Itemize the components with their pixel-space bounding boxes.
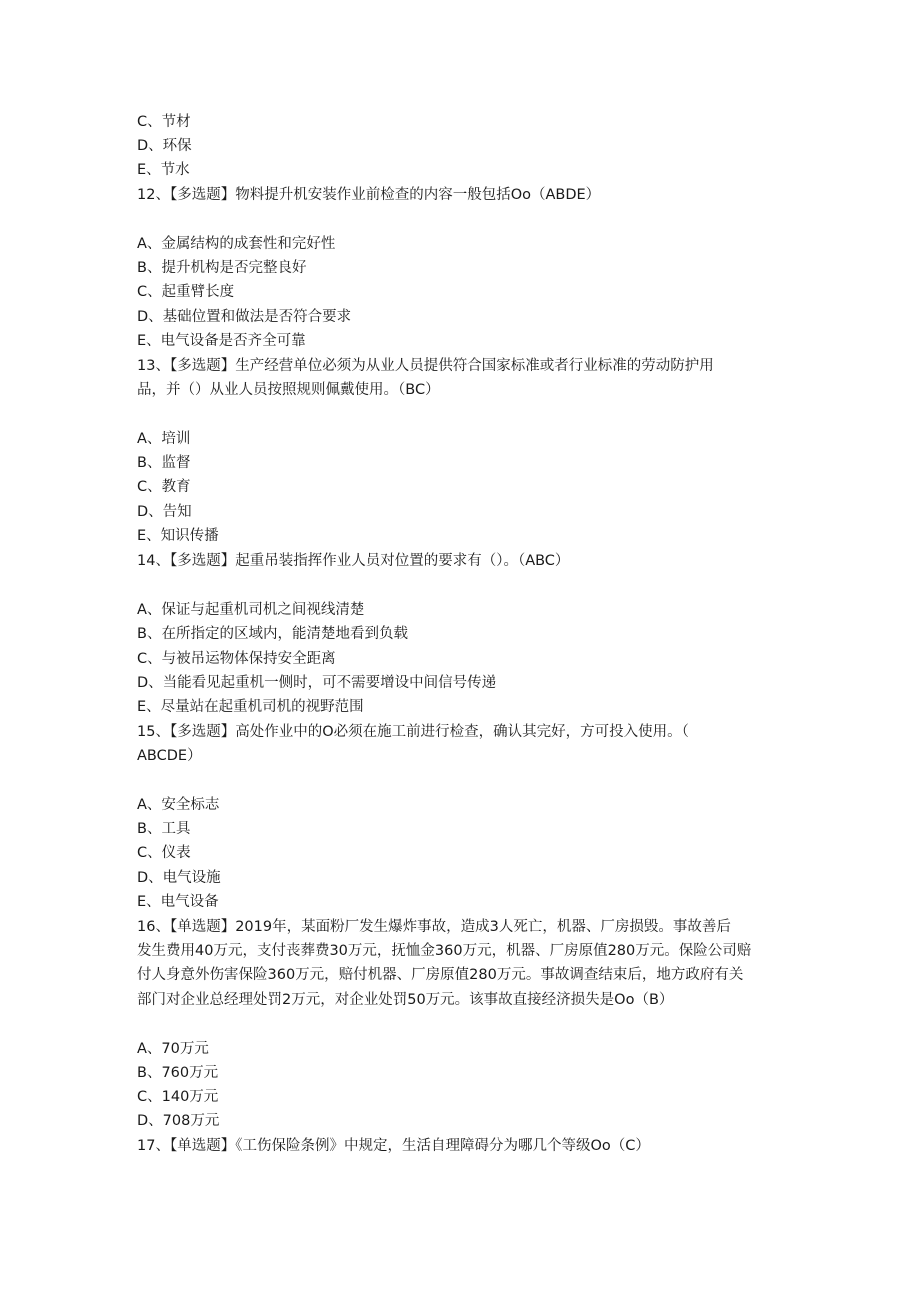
option-line: D、电气设施 xyxy=(137,870,221,886)
option-line: B、760万元 xyxy=(137,1065,219,1081)
question-stem-line: 品，并（）从业人员按照规则佩戴使用。（BC） xyxy=(137,382,440,398)
option-line: C、节材 xyxy=(137,114,191,130)
option-line: B、监督 xyxy=(137,455,191,471)
option-line: E、知识传播 xyxy=(137,528,219,544)
option-line: C、140万元 xyxy=(137,1089,219,1105)
option-line: D、当能看见起重机一侧时，可不需要增设中间信号传递 xyxy=(137,675,497,691)
option-line: D、告知 xyxy=(137,504,192,520)
question-stem-line: 部门对企业总经理处罚2万元，对企业处罚50万元。该事故直接经济损失是Oo（B） xyxy=(137,992,674,1008)
question-stem-line: ABCDE） xyxy=(137,748,202,764)
option-line: B、工具 xyxy=(137,821,191,837)
option-line: E、节水 xyxy=(137,162,190,178)
option-line: A、培训 xyxy=(137,431,191,447)
option-line: B、在所指定的区域内，能清楚地看到负载 xyxy=(137,626,408,642)
question-stem-line: 发生费用40万元，支付丧葬费30万元，抚恤金360万元，机器、厂房原值280万元。保险公司赔 xyxy=(137,943,752,959)
question-stem-line: 13、【多选题】生产经营单位必须为从业人员提供符合国家标准或者行业标准的劳动防护用 xyxy=(137,358,714,374)
option-line: A、保证与起重机司机之间视线清楚 xyxy=(137,602,365,618)
option-line: C、与被吊运物体保持安全距离 xyxy=(137,651,336,667)
question-stem-line: 14、【多选题】起重吊装指挥作业人员对位置的要求有（）。（ABC） xyxy=(137,553,570,569)
option-line: D、基础位置和做法是否符合要求 xyxy=(137,309,352,325)
question-stem-line: 付人身意外伤害保险360万元，赔付机器、厂房原值280万元。事故调查结束后，地方政府有关 xyxy=(137,967,744,983)
option-line: A、70万元 xyxy=(137,1041,209,1057)
option-line: C、仪表 xyxy=(137,845,191,861)
option-line: A、金属结构的成套性和完好性 xyxy=(137,236,336,252)
option-line: A、安全标志 xyxy=(137,797,220,813)
question-stem-line: 15、【多选题】高处作业中的O必须在施工前进行检查，确认其完好，方可投入使用。（ xyxy=(137,724,689,740)
option-line: E、电气设备 xyxy=(137,894,219,910)
question-stem-line: 12、【多选题】物料提升机安装作业前检查的内容一般包括Oo（ABDE） xyxy=(137,187,601,203)
option-line: E、尽量站在起重机司机的视野范围 xyxy=(137,699,364,715)
option-line: D、708万元 xyxy=(137,1113,220,1129)
option-line: D、环保 xyxy=(137,138,192,154)
option-line: B、提升机构是否完整良好 xyxy=(137,260,307,276)
question-stem-line: 16、【单选题】2019年，某面粉厂发生爆炸事故，造成3人死亡，机器、厂房损毁。事故善后 xyxy=(137,919,731,935)
option-line: C、起重臂长度 xyxy=(137,284,235,300)
option-line: C、教育 xyxy=(137,479,191,495)
option-line: E、电气设备是否齐全可靠 xyxy=(137,333,306,349)
question-stem-line: 17、【单选题】《工伤保险条例》中规定，生活自理障碍分为哪几个等级Oo（C） xyxy=(137,1138,650,1154)
